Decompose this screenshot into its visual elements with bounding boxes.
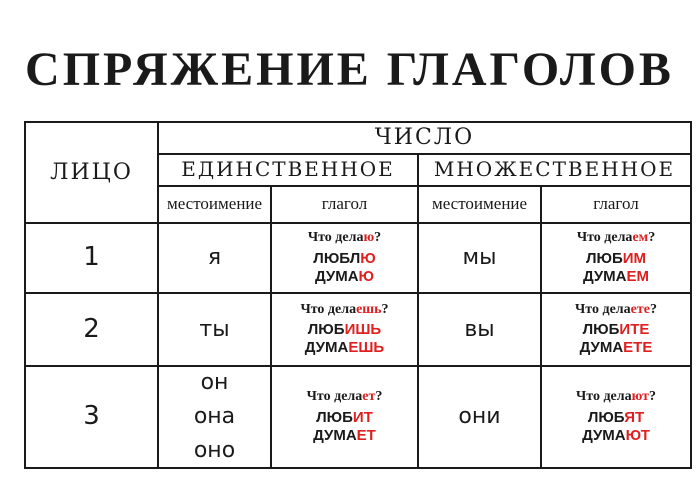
question-text	[308, 230, 381, 246]
singular-pronoun-cell	[159, 367, 270, 467]
page-title: СПРЯЖЕНИЕ ГЛАГОЛОВ	[25, 43, 674, 96]
verb-form	[305, 339, 384, 357]
pronoun: оно	[193, 438, 236, 463]
verb-stem: ДУМА	[582, 267, 627, 285]
pronoun: они	[458, 404, 501, 429]
plural-verb-cell	[542, 224, 690, 292]
question-text	[576, 389, 656, 405]
pronoun: мы	[462, 245, 497, 270]
pronoun: он	[200, 370, 229, 395]
verb-stem: ДУМА	[313, 426, 357, 444]
question-ending: ют	[631, 389, 649, 405]
pronoun: я	[207, 245, 222, 270]
verb-form	[316, 409, 373, 427]
verb-form	[583, 268, 649, 286]
plural-pronoun-cell	[419, 294, 540, 365]
verb-ending: ЕТ	[356, 426, 376, 444]
conjugation-table	[24, 121, 692, 469]
singular-pronoun-cell	[159, 224, 270, 292]
header-plural-pronoun: местоимение	[431, 194, 528, 214]
verb-ending: ИТЕ	[619, 321, 650, 339]
header-singular-pronoun: местоимение	[166, 194, 263, 214]
header-number: ЧИСЛО	[374, 125, 475, 151]
question-mark: ?	[649, 301, 657, 317]
question-ending: ешь	[356, 301, 382, 317]
verb-form	[583, 321, 650, 339]
question-text	[575, 302, 657, 318]
plural-verb-cell	[542, 294, 690, 365]
verb-form	[586, 250, 646, 268]
verb-ending: ЕШЬ	[348, 339, 385, 357]
verb-ending: ИТ	[352, 408, 373, 426]
person-number: 3	[83, 401, 100, 432]
singular-verb-cell	[272, 367, 417, 467]
verb-ending: ЕТЕ	[623, 339, 653, 357]
question-ending: ем	[632, 230, 649, 246]
question-mark: ?	[649, 389, 656, 405]
question-mark: ?	[381, 301, 389, 317]
question-text	[307, 389, 383, 405]
verb-ending: ЯТ	[624, 408, 645, 426]
verb-stem: ДУМА	[582, 426, 626, 444]
verb-stem: ДУМА	[315, 267, 359, 285]
question-stem: Что дела	[575, 389, 632, 405]
pronoun: она	[193, 404, 236, 429]
question-stem: Что дела	[306, 389, 363, 405]
question-text	[577, 230, 655, 246]
singular-verb-cell	[272, 294, 417, 365]
question-stem: Что дела	[300, 301, 357, 317]
question-stem: Что дела	[575, 301, 631, 317]
verb-form	[313, 427, 376, 445]
verb-ending: ЮТ	[625, 426, 650, 444]
question-stem: Что дела	[307, 230, 364, 246]
question-mark: ?	[648, 230, 656, 246]
question-ending: ет	[362, 389, 376, 405]
question-text	[300, 302, 388, 318]
verb-ending: ЕМ	[626, 267, 650, 285]
plural-pronoun-cell	[419, 224, 540, 292]
verb-form	[588, 409, 644, 427]
verb-form	[580, 339, 653, 357]
verb-stem: ЛЮБ	[587, 408, 625, 426]
pronoun: вы	[464, 316, 495, 342]
verb-form	[313, 250, 375, 268]
verb-form	[582, 427, 650, 445]
verb-stem: ЛЮБ	[316, 408, 353, 426]
plural-pronoun-cell	[419, 367, 540, 467]
question-mark: ?	[375, 389, 383, 405]
verb-ending: ИМ	[622, 249, 647, 267]
header-plural: МНОЖЕСТВЕННОЕ	[433, 157, 676, 181]
question-ending: ю	[363, 230, 375, 246]
verb-stem: ЛЮБ	[582, 321, 620, 339]
person-number: 2	[83, 313, 100, 344]
question-stem: Что дела	[576, 230, 633, 246]
verb-form	[315, 268, 374, 286]
question-mark: ?	[374, 230, 382, 246]
verb-ending: ИШЬ	[344, 321, 382, 339]
header-person: ЛИЦО	[50, 159, 133, 185]
verb-ending: Ю	[360, 249, 376, 267]
verb-stem: ДУМА	[304, 339, 349, 357]
person-number: 1	[83, 242, 100, 273]
verb-stem: ЛЮБ	[307, 321, 345, 339]
question-ending: ете	[630, 301, 650, 317]
verb-stem: ДУМА	[579, 339, 624, 357]
header-singular-verb: глагол	[321, 194, 368, 214]
verb-stem: ЛЮБЛ	[313, 249, 361, 267]
pronoun: ты	[199, 316, 230, 342]
plural-verb-cell	[542, 367, 690, 467]
verb-ending: Ю	[358, 267, 374, 285]
header-singular: ЕДИНСТВЕННОЕ	[181, 157, 395, 181]
singular-pronoun-cell	[159, 294, 270, 365]
header-plural-verb: глагол	[593, 194, 639, 214]
verb-form	[308, 321, 381, 339]
singular-verb-cell	[272, 224, 417, 292]
verb-stem: ЛЮБ	[585, 249, 623, 267]
